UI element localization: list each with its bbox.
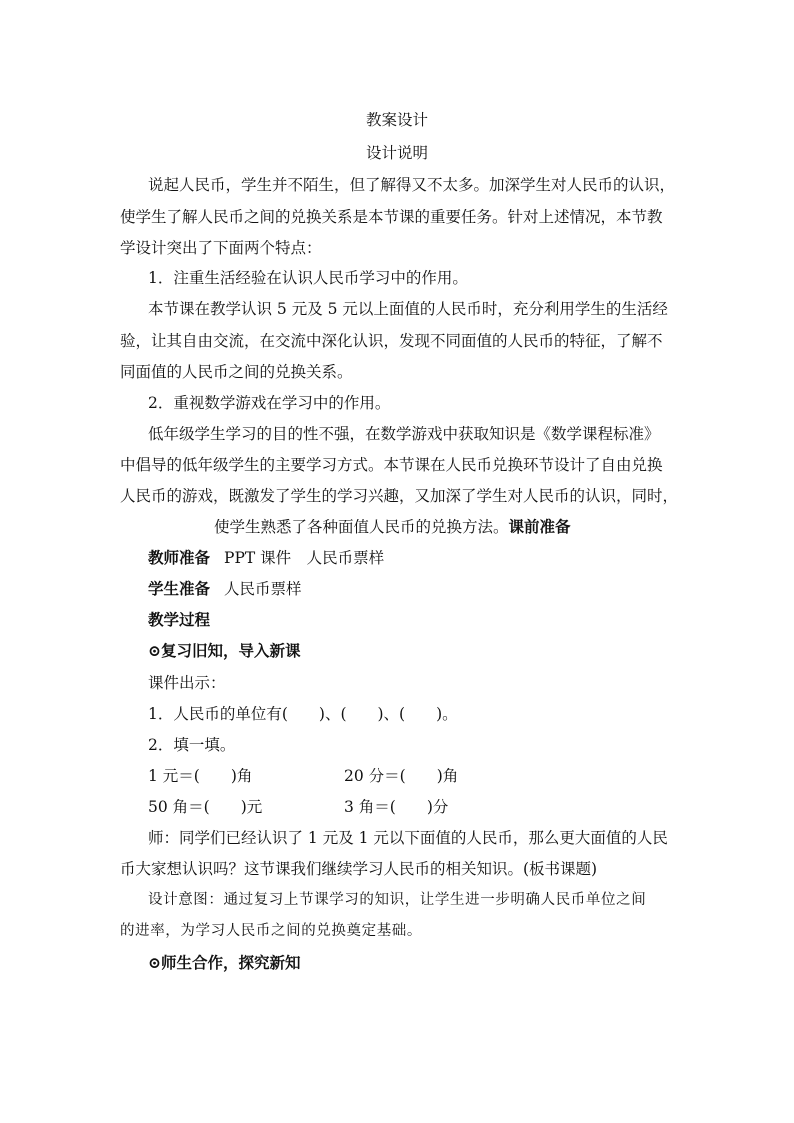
point2-line-2: 中倡导的低年级学生的主要学习方式。本节课在人民币兑换环节设计了自由兑换 [120, 456, 663, 474]
point1-heading: 1．注重生活经验在认识人民币学习中的作用。 [148, 269, 468, 287]
intro-line-3: 学设计突出了下面两个特点： [120, 239, 322, 257]
point2-line-4-text: 使学生熟悉了各种面值人民币的兑换方法。 [214, 518, 509, 536]
point2-line-3: 人民币的游戏，既激发了学生的学习兴趣，又加深了学生对人民币的认识，同时， [120, 487, 679, 505]
point1-line-1: 本节课在教学认识 5 元及 5 元以上面值的人民币时，充分利用学生的生活经 [148, 300, 668, 318]
fill-2a: 50 角＝( )元 [148, 798, 263, 816]
process-heading: 教学过程 [148, 610, 211, 629]
prep-heading: 课前准备 [508, 517, 571, 536]
fill-1a: 1 元＝( )角 [148, 767, 253, 785]
student-prep-items: 人民币票样 [224, 580, 302, 598]
intro-line-1: 说起人民币，学生并不陌生，但了解得又不太多。加深学生对人民币的认识， [148, 176, 676, 194]
teacher-line-2: 币大家想认识吗？这节课我们继续学习人民币的相关知识。(板书课题) [120, 860, 598, 878]
point1-line-3: 同面值的人民币之间的兑换关系。 [120, 363, 353, 381]
teacher-prep-row [148, 548, 384, 568]
teacher-prep-items: PPT 课件 人民币票样 [224, 549, 385, 567]
courseware-label: 课件出示： [148, 674, 226, 692]
section-review-heading: ⊙复习旧知，导入新课 [148, 641, 301, 660]
design-intent-line-2: 的进率，为学习人民币之间的兑换奠定基础。 [120, 923, 422, 939]
point2-line-4 [214, 517, 571, 537]
section-subtitle: 设计说明 [365, 144, 428, 162]
fill-2b: 3 角＝( )分 [344, 798, 449, 816]
point1-line-2: 验，让其自由交流，在交流中深化认识，发现不同面值的人民币的特征，了解不 [120, 332, 663, 350]
question-2: 2．填一填。 [148, 736, 236, 754]
fill-1b: 20 分＝( )角 [344, 767, 459, 785]
intro-line-2: 使学生了解人民币之间的兑换关系是本节课的重要任务。针对上述情况，本节教 [120, 208, 663, 226]
point2-heading: 2．重视数学游戏在学习中的作用。 [148, 394, 391, 412]
point2-line-1: 低年级学生学习的目的性不强，在数学游戏中获取知识是《数学课程标准》 [148, 425, 660, 443]
design-intent-line-1: 设计意图：通过复习上节课学习的知识，让学生进一步明确人民币单位之间 [148, 892, 647, 908]
teacher-line-1: 师：同学们已经认识了 1 元及 1 元以下面值的人民币，那么更大面值的人民 [148, 829, 668, 847]
student-prep-label: 学生准备 [148, 579, 211, 598]
student-prep-row [148, 579, 302, 599]
question-1: 1．人民币的单位有( )、( )、( )。 [148, 705, 458, 723]
page-title: 教案设计 [365, 111, 428, 129]
teacher-prep-label: 教师准备 [148, 548, 211, 567]
section-explore-heading: ⊙师生合作，探究新知 [148, 953, 301, 972]
